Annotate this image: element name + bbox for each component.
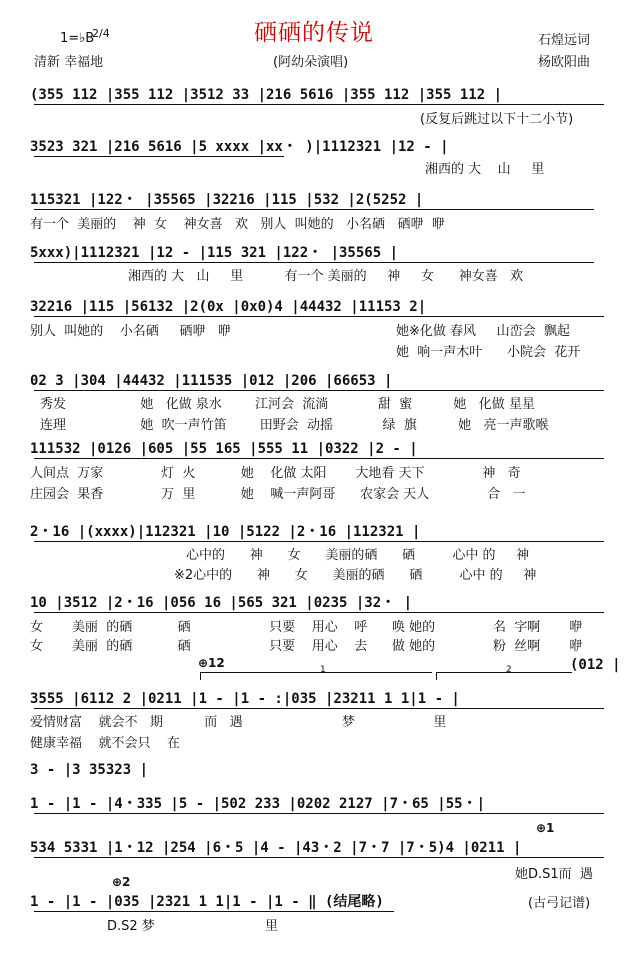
song-title: 硒硒的传说	[254, 20, 374, 46]
underline	[34, 262, 594, 263]
lyric-line-13: 她D.S1而 遇	[515, 867, 593, 882]
lyric-line-6b: 连理 她 吹一声竹笛 田野会 动摇 绿 旗 她 亮一声歌喉	[40, 418, 549, 433]
volta-1-bracket	[200, 672, 432, 681]
notation-line-12: 1 - |1 - |4・335 |5 - |502 233 |0202 2127 |7・65 |55・|	[30, 796, 486, 812]
key-signature: 1=♭B	[60, 31, 95, 46]
notation-line-11: 3 - |3 35323 |	[30, 762, 149, 778]
underline	[34, 156, 284, 157]
notation-pickup: (012 |	[570, 657, 621, 673]
lyric-line-8b: ※2心中的 神 女 美丽的硒 硒 心中 的 神	[174, 568, 537, 583]
lyric-line-4: 湘西的 大 山 里 有一个 美丽的 神 女 神女喜 欢	[128, 269, 524, 284]
underline	[34, 390, 604, 391]
coda-12-mark: ⊕12	[198, 656, 225, 670]
notation-line-5: 32216 |115 |56132 |2(0x |0x0)4 |44432 |11153 2|	[30, 299, 427, 315]
underline	[34, 541, 604, 542]
volta-tick	[436, 672, 437, 680]
repeat-note: (反复后跳过以下十二小节)	[420, 112, 574, 127]
underline	[34, 708, 604, 709]
lyric-line-3: 有一个 美丽的 神 女 神女喜 欢 别人 叫她的 小名硒 硒咿 咿	[30, 217, 445, 232]
notation-line-1: (355 112 |355 112 |3512 33 |216 5616 |355 112 |355 112 |	[30, 87, 503, 103]
lyric-line-10b: 健康幸福 就不会只 在	[30, 736, 181, 751]
lyric-line-9b: 女 美丽 的硒 硒 只要 用心 去 做 她的 粉 丝啊 咿	[30, 639, 583, 654]
underline	[34, 458, 604, 459]
underline	[34, 209, 594, 210]
volta-2-bracket	[436, 672, 572, 681]
notation-line-4: 5xxx)|1112321 |12 - |115 321 |122・ |35565 |	[30, 245, 399, 261]
notation-line-10: 3555 |6112 2 |0211 |1 - |1 - :|035 |23211 1 1|1 - |	[30, 691, 460, 707]
style-marking: 清新 幸福地	[34, 55, 104, 70]
volta-tick	[200, 672, 201, 680]
lyric-line-7b: 庄园会 果香 万 里 她 喊一声阿哥 农家会 天人 合 一	[30, 487, 526, 502]
lyric-line-7a: 人间点 万家 灯 火 她 化做 太阳 大地看 天下 神 奇	[30, 466, 521, 481]
lyricist: 石煌远词	[538, 33, 591, 48]
lyric-line-5b: 她※化做 春风 山峦会 飘起	[396, 324, 570, 339]
notation-line-14: 1 - |1 - |035 |2321 1 1|1 - |1 - ‖ (结尾略)	[30, 894, 384, 910]
coda-2-mark: ⊕2	[112, 875, 131, 889]
notation-line-6: 02 3 |304 |44432 |111535 |012 |206 |66653 |	[30, 373, 393, 389]
transcriber-credit: (古弓记谱)	[528, 896, 591, 911]
time-signature: 2/4	[92, 27, 110, 40]
underline	[34, 612, 604, 613]
notation-line-13: 534 5331 |1・12 |254 |6・5 |4 - |43・2 |7・7 |7・5)4 |0211 |	[30, 840, 522, 856]
volta-1-label: 1	[320, 665, 326, 675]
lyric-line-2: 湘西的 大 山 里	[425, 162, 545, 177]
lyric-line-5c: 她 响一声木叶 小院会 花开	[396, 345, 581, 360]
performer: (阿幼朵演唱)	[273, 55, 349, 70]
lyric-line-14b: 里	[265, 919, 279, 934]
lyric-line-5a: 别人 叫她的 小名硒 硒咿 咿	[30, 324, 231, 339]
lyric-line-8a: 心中的 神 女 美丽的硒 硒 心中 的 神	[186, 548, 530, 563]
notation-line-7: 111532 |0126 |605 |55 165 |555 11 |0322 |2 - |	[30, 441, 418, 457]
coda-1-mark: ⊕1	[536, 821, 555, 835]
composer: 杨欧阳曲	[538, 55, 591, 70]
notation-line-3: 115321 |122・ |35565 |32216 |115 |532 |2(5252 |	[30, 192, 424, 208]
volta-2-label: 2	[506, 665, 512, 675]
underline	[34, 316, 604, 317]
underline	[34, 911, 394, 912]
underline	[34, 857, 604, 858]
underline	[34, 813, 604, 814]
notation-line-2: 3523 321 |216 5616 |5 xxxx |xx・ )|1112321 |12 - |	[30, 139, 449, 155]
lyric-line-9a: 女 美丽 的硒 硒 只要 用心 呼 唤 她的 名 字啊 咿	[30, 620, 583, 635]
notation-line-9: 10 |3512 |2・16 |056 16 |565 321 |0235 |32・ |	[30, 595, 413, 611]
lyric-line-14a: D.S2 梦	[107, 919, 155, 934]
notation-line-8: 2・16 |(xxxx)|112321 |10 |5122 |2・16 |112321 |	[30, 524, 421, 540]
lyric-line-10a: 爱情财富 就会不 期 而 遇 梦 里	[30, 715, 447, 730]
lyric-line-6a: 秀发 她 化做 泉水 江河会 流淌 甜 蜜 她 化做 星星	[40, 397, 535, 412]
underline	[34, 104, 604, 105]
